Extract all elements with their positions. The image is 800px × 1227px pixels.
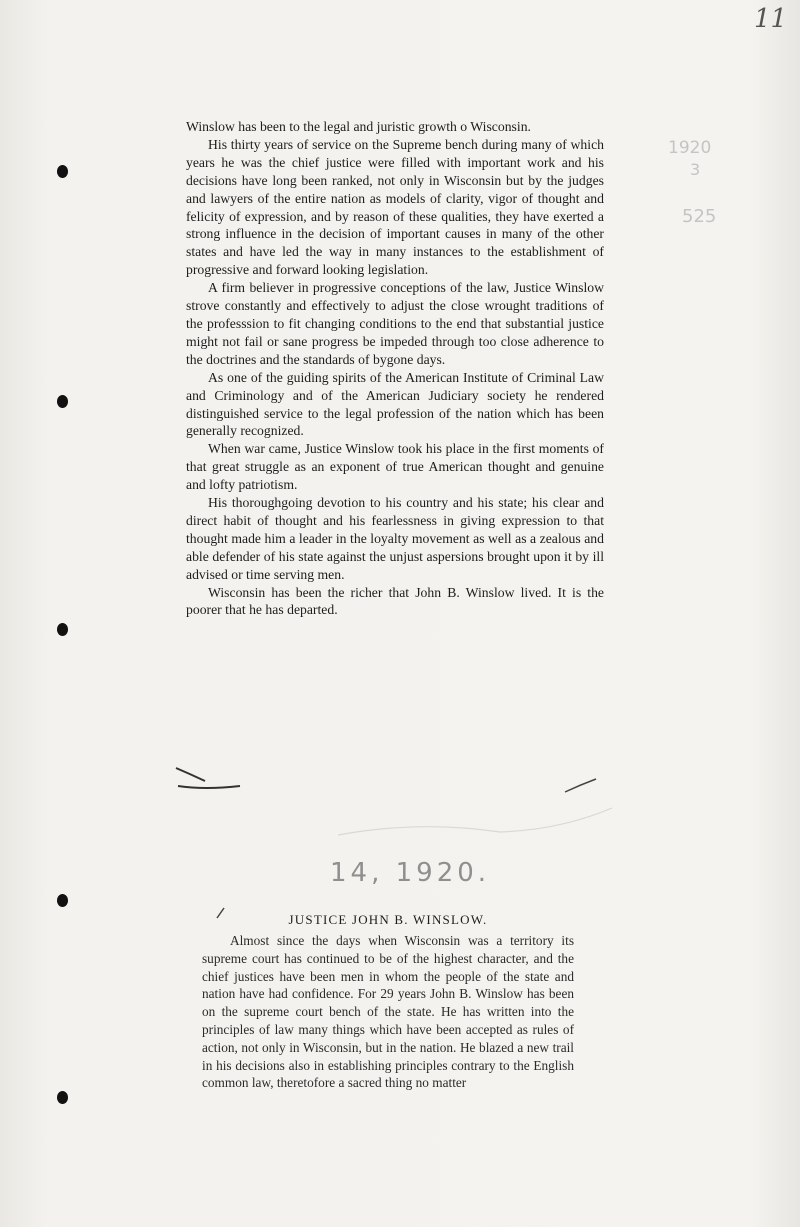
article-headline: JUSTICE JOHN B. WINSLOW.	[288, 912, 488, 927]
editorial-paragraph: His thoroughgoing devotion to his country and his state; his clear and direct habit of thought and his fearlessness in giving expression to that thought made him a leader in the loyalty movement as well as a zealous and able defender of his state against the unjust aspersions brought upon it by ill advised or time serving men.	[186, 495, 604, 582]
margin-note-mark: 3	[690, 160, 701, 179]
editorial-paragraph: As one of the guiding spirits of the American Institute of Criminal Law and Criminology and of the American Judiciary society he rendered distinguished service to the legal profession of the nation which has been generally recognized.	[186, 369, 604, 439]
editorial-paragraph: A firm believer in progressive conceptions of the law, Justice Winslow strove constantly and effectively to adjust the close wrought traditions of the professsion to fit changing conditions to the end that substantial justice might not fail or sane progress be impeded through too close adherence to the doctrines and the standards of bygone days.	[186, 280, 604, 367]
pen-stroke	[565, 779, 596, 792]
handwritten-date: 14, 1920.	[330, 858, 491, 888]
editorial-paragraph: His thirty years of service on the Supreme bench during many of which years he was the chief justice were filled with important work and his decisions have long been ranked, not only in Wisconsin but by the judges and lawyers of the entire nation as models of clarity, vigor of thought and felicity of expression, and by reason of these qualities, they have exerted a strong influence in the decision of important causes in many of the other states and have led the way in many instances to the establishment of progressive and forward looking legislation.	[186, 136, 604, 278]
article-paragraph: Almost since the days when Wisconsin was a territory its supreme court has continued to be of the highest character, and the chief justices have been men in whom the people of the state and nation have had confidence. For 29 years John B. Winslow has been on the supreme court bench of the state. He has written into the principles of law many things which have been accepted as rules of action, not only in Wisconsin, but in the nation. He blazed a new trail in his decisions also in establishing principles contrary to the English common law, theretofore a sacred thing no matter	[202, 933, 574, 1091]
pen-stroke	[338, 808, 612, 835]
editorial-paragraph: Winslow has been to the legal and juristic growth o Wisconsin.	[186, 119, 531, 134]
margin-note-year: 1920	[668, 138, 712, 158]
pen-stroke	[178, 786, 240, 788]
pen-stroke	[217, 908, 224, 918]
editorial-paragraph: Wisconsin has been the richer that John B. Winslow lived. It is the poorer that he has departed.	[186, 584, 604, 618]
page-number: 11	[754, 4, 788, 34]
pen-stroke	[176, 768, 205, 781]
margin-note-number: 525	[682, 206, 717, 227]
editorial-paragraph: When war came, Justice Winslow took his place in the first moments of that great struggle as an exponent of true American thought and genuine and lofty patriotism.	[186, 441, 604, 493]
